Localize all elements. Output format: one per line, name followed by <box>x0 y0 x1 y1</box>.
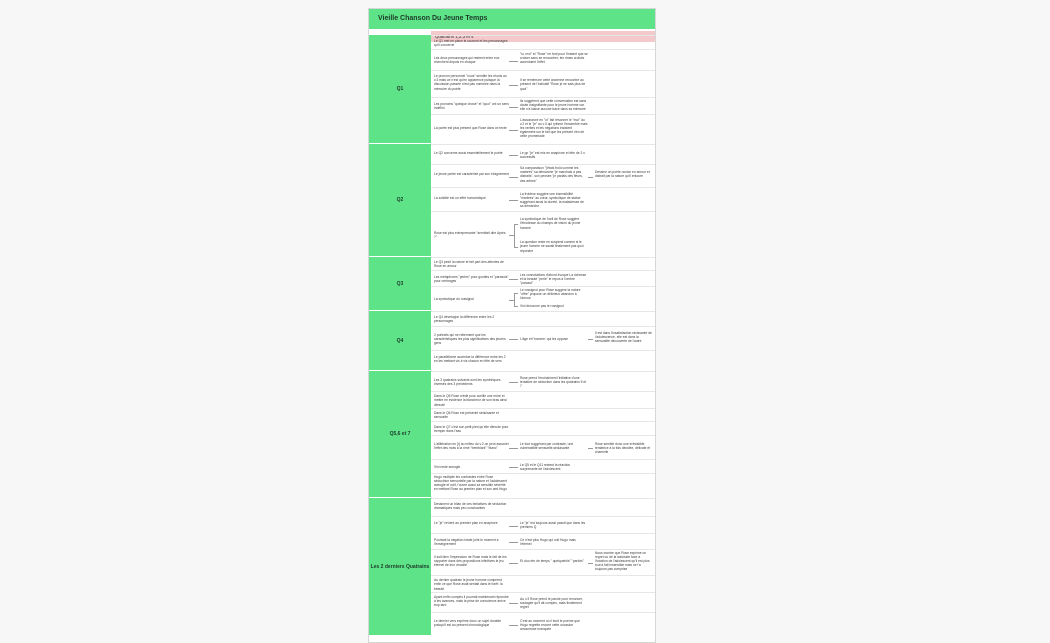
row <box>431 435 655 459</box>
topic-node[interactable]: Il soit bien l'impression de Rose mais le fait de les rapporter dans des propositions infinitives le jeu éternel de leur vivacité <box>434 554 507 567</box>
topic-node[interactable]: Hugo multiplie les contrastes entre Rose séductrice sensorielle par la nature et l'adolescent aveugle et naïf, l'ouvre aussi sa sensible sévérité en mettant Rose au premier plan et son ami Hugo <box>434 475 508 492</box>
topic-node[interactable]: Ayant enfin compris il pourrait maintenant répondre à les avances, mais la prise de conscience arrive trop tard <box>434 594 509 607</box>
topic-node[interactable]: Dans le Q6 Rose est présenté séduisante et sensuelle <box>434 411 499 420</box>
topic-node[interactable]: Le Q1 met en place le souvent et les personnages qu'il concerne <box>434 38 508 47</box>
row <box>431 498 655 516</box>
branch-node[interactable]: Il se remémore cette ancienne rencontre au présent de l'indicatif "Rose je ne sais plus de quoi" <box>520 78 586 91</box>
branch-node[interactable]: Vini découvre pas le rossignol <box>520 303 564 308</box>
row <box>431 473 655 498</box>
branch-node[interactable]: Le pp "je" est mis en anaphore et tête de 3 v. successifs <box>520 150 586 159</box>
topic-node[interactable]: Le jeune poète est caractérisé par son éloignement <box>434 172 509 177</box>
topic-node[interactable]: Le parallélisme accentue la différence entre les 2 en les mettant vis à vis chacun en fête de vers <box>434 355 506 364</box>
connector-line <box>514 526 518 527</box>
topic-node[interactable]: La symbolique du rossignol <box>434 297 474 302</box>
row <box>431 391 655 408</box>
row <box>431 575 655 592</box>
topic-node[interactable]: Au dernier quatrain le jeune homme comprend enfin ce que Rose avait sentait dans le forêt: la beauté <box>434 578 503 591</box>
row <box>431 326 655 350</box>
connector-line <box>514 542 518 543</box>
mind-map-board <box>368 8 656 643</box>
connector-line <box>514 382 518 383</box>
row <box>431 350 655 371</box>
row <box>431 164 655 187</box>
topic-node[interactable]: 2 portraits qui ne retiennent que les caractéristiques les plus significatives des jeunes gens <box>434 332 506 346</box>
branch-node[interactable]: C'est au moment où il écrit le poème que Hugo regrette encore cette occasion amoureuse manquée <box>520 618 580 632</box>
topic-node[interactable]: Le Q3 peint la nature et fait part des attentes de Rose en amour <box>434 260 504 269</box>
row <box>431 549 655 575</box>
section-label: Q4 <box>369 311 431 371</box>
topic-node[interactable]: L'allitération en [r] au milieu du v.2 on peut associer l'effet des mots à la rime "tremblant" "blanc" <box>434 441 509 450</box>
row <box>431 286 655 311</box>
bracket-line <box>514 293 515 306</box>
topic-node[interactable]: La solidité est un effet humoristique <box>434 195 486 200</box>
topic-node[interactable]: Le "je" revient au premier plan en anaphore <box>434 521 498 526</box>
topic-node[interactable]: Les métaphores "perles" pour gouttes et "parasols" pour ombrages <box>434 274 509 283</box>
branch-node[interactable]: Et duo ebr de temps " quelquefois" "parfois" <box>520 558 584 563</box>
branch-node[interactable]: Le Q5 et le Q11 restent la réaction surprenante de l'adolescent <box>520 462 571 471</box>
connector-line <box>514 155 518 156</box>
connector-line <box>514 603 518 604</box>
connector-line <box>514 279 518 280</box>
topic-node[interactable]: Le dernier vers exprime donc un sujet durable puisqu'il est au présent chronologique <box>434 618 502 627</box>
row <box>431 408 655 421</box>
topic-node[interactable]: Dans le Q5 Rose crédé pour cueillir une mûre et mettre en évidence la blancheur de son bras ainsi dénudé <box>434 394 507 407</box>
row <box>431 612 655 636</box>
page-title: Vieille Chanson Du Jeune Temps <box>369 9 656 29</box>
column-header: Quatrains 1,2,3 et 4 <box>431 31 655 42</box>
branch-node[interactable]: Ce n'est plus Hugo qui cult Hugo mais l'éternel <box>520 537 576 546</box>
branch-node[interactable]: La symbolique de l'oeil de Rose suggère l'étrodesse du champs de vision du jeune homme <box>520 217 581 230</box>
row <box>431 270 655 286</box>
row <box>431 49 655 70</box>
branch-node[interactable]: Sa comparaison "j'étais froid comme les marbres" sa démarche "je marchais à pas distraits", son pensée "je parlais des fleurs, des arbres" <box>520 166 583 183</box>
connector-line <box>514 224 518 225</box>
connector-line <box>514 85 518 86</box>
section-label: Q2 <box>369 144 431 257</box>
connector-line <box>514 61 518 62</box>
connector-line <box>514 339 518 340</box>
branch-node[interactable]: L'âge et l'homme: qui les oppose <box>520 336 568 341</box>
connector-line <box>514 563 518 564</box>
connector-line <box>514 247 518 248</box>
topic-node[interactable]: Dessinent un bilan de ces tentatives de séduction dramatiques mais peu concluantes <box>434 501 507 510</box>
bracket-line <box>514 224 515 247</box>
row <box>431 211 655 257</box>
row <box>431 187 655 211</box>
connector-line <box>514 625 518 626</box>
sub-branch-node[interactable]: Rose semble donc une irrésistible tentatrice à la fois décidée, délicate et charnelle <box>595 441 651 455</box>
row <box>431 533 655 549</box>
sub-branch-node[interactable]: Dessine un poète novice en amour et distrait par la nature qu'il entoure <box>595 170 650 179</box>
topic-node[interactable]: Rose est plus entreprenante "semblait dire Après ?" <box>434 230 506 239</box>
topic-node[interactable]: Les 3 quatrains suivants sont les symétriques inversés des 3 précédents <box>434 377 501 386</box>
branch-node[interactable]: "si, moi" et "Rose" ne font pour l'instant que se croiser sans se rencontrer, les rimes croisés accentuent l'effet <box>520 52 588 65</box>
branch-node[interactable]: Ils suggèrent que cette conversation est sans doute insignifiante pour le jeune homme car elle n'a laissé aucune trace dans sa mémoire <box>520 99 587 112</box>
row <box>431 257 655 270</box>
branch-node[interactable]: La question reste en suspend comme si le jeune homme ne savait finalement pas quoi répondre <box>520 240 584 253</box>
section-label: Q5,6 et 7 <box>369 371 431 498</box>
topic-node[interactable]: Vini reste aveugle <box>434 464 461 469</box>
row <box>431 311 655 326</box>
branch-node[interactable]: Le "je" est toujours aussi passif que dans les premiers Q <box>520 521 586 530</box>
row <box>431 97 655 114</box>
row <box>431 516 655 533</box>
connector-line <box>514 107 518 108</box>
topic-node[interactable]: La poète est plus présent que Rose dans ce texte <box>434 125 507 130</box>
connector-line <box>588 177 593 178</box>
row <box>431 371 655 391</box>
connector-line <box>588 339 593 340</box>
connector-line <box>514 293 518 294</box>
connector-line <box>514 306 518 307</box>
sub-branch-node[interactable]: Nous montre que Rose exprime un regret ou de la lassitude face à l'inaction de l'adolescent qu'il est plus tout à fait insensible mais ne l'a toujours pas comprise <box>595 551 650 572</box>
row <box>431 421 655 435</box>
section-label: Les 2 derniers Quatrains <box>369 498 431 636</box>
topic-node[interactable]: Le Q4 développe la différence entre les 2 personnages <box>434 315 495 324</box>
row <box>431 592 655 612</box>
row <box>431 144 655 164</box>
section-label: Q1 <box>369 35 431 144</box>
section-label: Q3 <box>369 257 431 311</box>
connector-line <box>588 448 593 449</box>
connector-line <box>514 177 518 178</box>
connector-line <box>514 467 518 468</box>
branch-node[interactable]: La froideur suggère une insensibilité "marbres" au cœur, symbolique de statue suggérant aussi la dureté, la maladresse de sa démarche <box>520 191 584 209</box>
row <box>431 70 655 97</box>
row <box>431 35 655 49</box>
branch-node[interactable]: Le rossignol pour Rose suggère la nature "offre" propose un délicieux abandon à l'amour <box>520 288 581 301</box>
sub-branch-node[interactable]: Il est dans l'insatisfaction ravissante de l'adolescence, elle est dans la sensualité découverte de l'autre <box>595 330 652 343</box>
branch-node[interactable]: Au v.3 Rose prend le parole pour renoncer, soulagée qu'il ait compris, mais finalement regret <box>520 596 583 610</box>
topic-node[interactable]: Le pronom personnel "nous" semble les réunis au v.3 mais ce n'est qu'en apparence puisque la discussion passée n'est pas nommée dans la mémoire du poète <box>434 74 507 91</box>
row <box>431 114 655 144</box>
branch-node[interactable]: L'assonance en "oi" fait résonner le "moi" du v.2 et le "je" au v.3 qui rythme l'ensemble mais les verbes et les négations insistent également sur le fait que les présent rien de cette promenade <box>520 117 588 139</box>
connector-line <box>514 130 518 131</box>
topic-node[interactable]: Pourtant la négation totale joint le moment à l'enseignement <box>434 537 499 546</box>
row <box>431 459 655 473</box>
connector-line <box>514 200 518 201</box>
branch-node[interactable]: Le tout suggérant par contraste, une vulnérabilité sensuelle,séduisante <box>520 441 574 450</box>
topic-node[interactable]: Les deux personnages qui restrent entre eux cherchent depuis en chaque <box>434 56 500 65</box>
topic-node[interactable]: Les pronoms "quelque chose" et "quoi" ont un sens indéfini <box>434 102 509 111</box>
branch-node[interactable]: Rose prend l'enchaîment l'initiative d'une tentative de séduction dans les quatrains 5 et 7 <box>520 375 587 389</box>
connector-line <box>588 563 593 564</box>
branch-node[interactable]: Les connotations d'abord évoque La richesse et la beauté "perle" le repos à l'ombre "parasol" <box>520 272 587 286</box>
topic-node[interactable]: Dans le Q7 c'est son petit pied qu'elle dénude pour tremper dans l'eau <box>434 424 509 433</box>
connector-line <box>514 448 518 449</box>
topic-node[interactable]: Le Q2 concerne aussi essentiellement le poète <box>434 150 503 155</box>
